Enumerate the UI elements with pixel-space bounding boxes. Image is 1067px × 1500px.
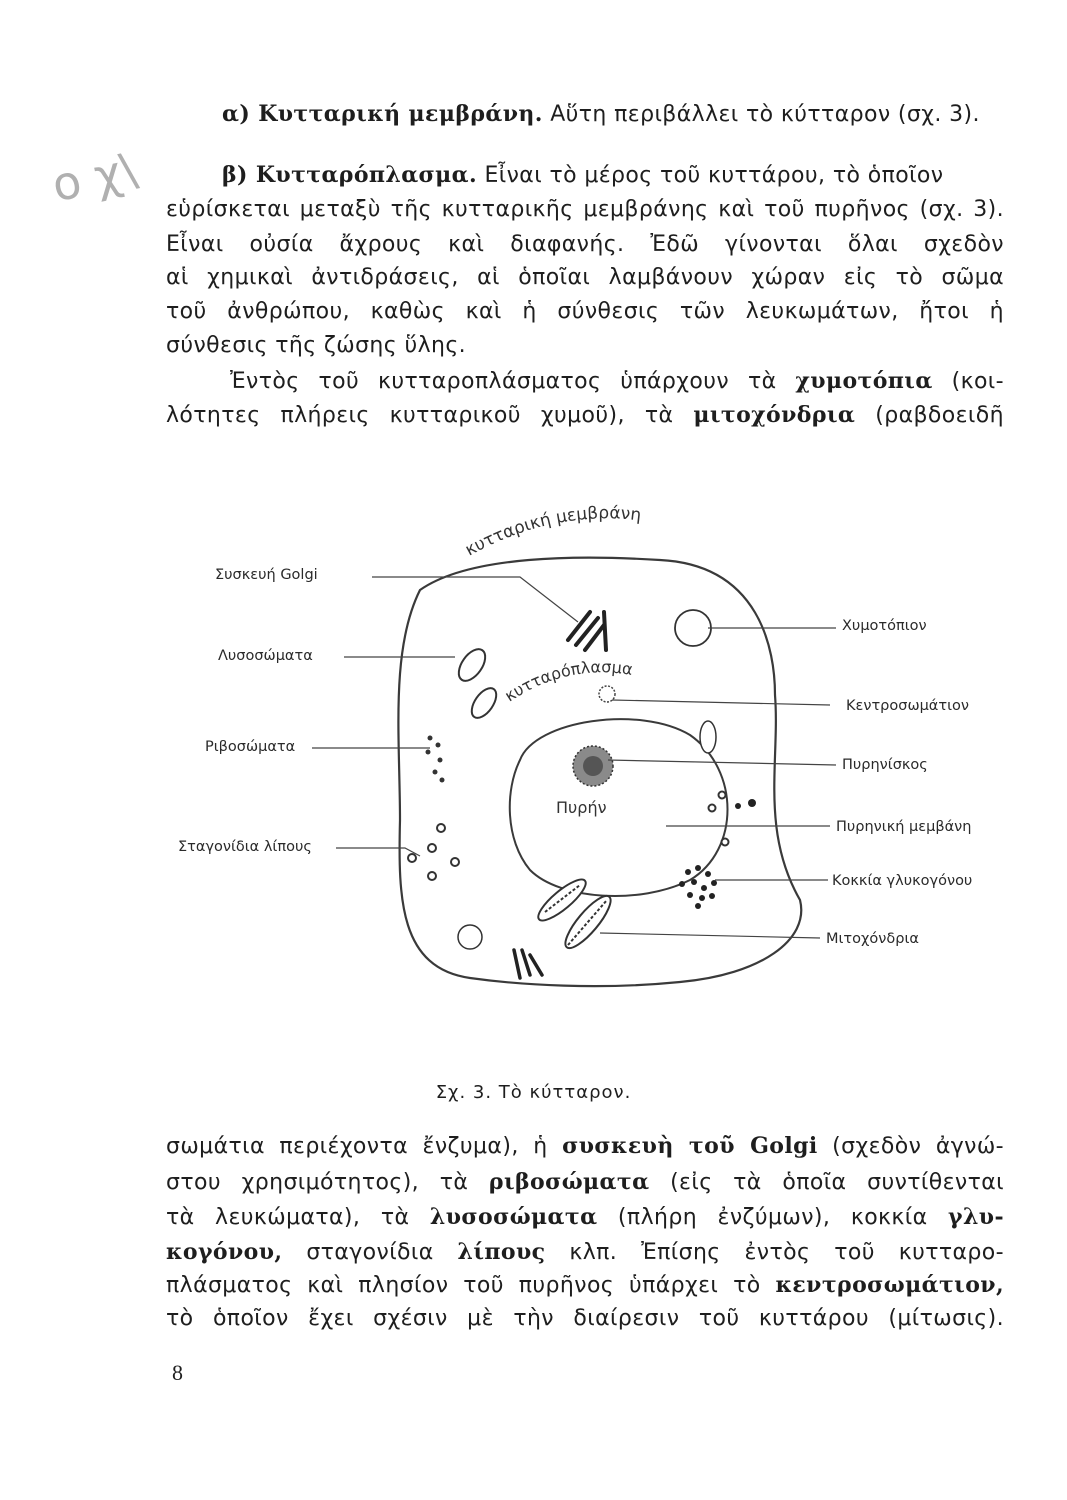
text-line: λότητες πλήρεις κυτταρικοῦ χυμοῦ), τὰ μιτοχόνδρια (ραβδοειδῆ [166, 402, 1004, 428]
lysosome [467, 684, 501, 722]
lysosome [453, 645, 490, 686]
margin-handwriting: ο χ\ [47, 141, 142, 213]
term-glycogen-start: γλυ- [948, 1204, 1004, 1230]
text-line: σύνθεσις τῆς ζώσης ὕλης. [166, 333, 467, 358]
label-glycogen: Κοκκία γλυκογόνου [832, 873, 973, 889]
term-lysosomes: λυσοσώματα [429, 1204, 598, 1230]
nucleus-label: Πυρήν [556, 798, 607, 817]
vacuole-oval [700, 721, 716, 753]
glycogen-granules [679, 799, 756, 909]
term-vacuoles: χυμοτόπια [795, 368, 933, 394]
figure-caption: Σχ. 3. Τὸ κύτταρον. [435, 1082, 632, 1103]
text-line: Εἶναι οὐσία ἄχρους καὶ διαφανής. Ἐδῶ γίνονται ὅλαι σχεδὸν [166, 232, 1004, 257]
term-centrosome: κεντροσωμάτιον, [775, 1272, 1004, 1298]
membrane-arc-label: κυτταρική μεμβράνη [461, 503, 643, 561]
label-ribosomes: Ριβοσώματα [205, 739, 296, 755]
paragraph-b-line1: β) Κυτταρόπλασμα. Εἶναι τὸ μέρος τοῦ κυττάρου, τὸ ὁποῖον [222, 162, 944, 188]
term-lipids: λίπους [457, 1239, 546, 1265]
text-line: σωμάτια περιέχοντα ἔνζυμα), ἡ συσκευὴ τοῦ Golgi (σχεδὸν ἀγνώ- [166, 1133, 1005, 1159]
golgi-apparatus [568, 612, 606, 650]
term-ribosomes: ριβοσώματα [488, 1169, 650, 1195]
vacuole-small [458, 925, 482, 949]
text-line: εὑρίσκεται μεταξὺ τῆς κυτταρικῆς μεμβράνης καὶ τοῦ πυρῆνος (σχ. 3). [166, 197, 1004, 222]
label-lysosomes: Λυσοσώματα [218, 648, 313, 664]
term-cytoplasm: β) Κυτταρόπλασμα. [222, 162, 478, 188]
label-nuclear-membrane: Πυρηνική μεμβάνη [836, 819, 972, 835]
golgi-apparatus-lower [514, 950, 542, 978]
term-mitochondria: μιτοχόνδρια [693, 402, 856, 428]
vacuole [675, 610, 711, 646]
text-line: τὸ ὁποῖον ἔχει σχέσιν μὲ τὴν διαίρεσιν τοῦ κυττάρου (μίτωσις). [166, 1306, 1004, 1331]
label-golgi: Συσκευή Golgi [215, 567, 318, 583]
page-number: 8 [172, 1360, 183, 1385]
text-line: κογόνου, σταγονίδια λίπους κλπ. Ἐπίσης ἐντὸς τοῦ κυτταρο- [166, 1239, 1004, 1265]
text-line: πλάσματος καὶ πλησίον τοῦ πυρῆνος ὑπάρχει τὸ κεντροσωμάτιον, [166, 1272, 1004, 1298]
label-lipid-droplets: Σταγονίδια λίπους [178, 839, 312, 855]
term-cell-membrane: α) Κυτταρική μεμβράνη. [222, 101, 543, 127]
text-line: στου χρησιμότητος), τὰ ριβοσώματα (εἰς τὰ ὁποῖα συντίθενται [166, 1169, 1004, 1195]
text-line: αἱ χημικαὶ ἀντιδράσεις, αἱ ὁποῖαι λαμβάνουν χώραν εἰς τὸ σῶμα [166, 265, 1004, 290]
nucleolus-core [583, 756, 603, 776]
label-vacuole: Χυμοτόπιον [842, 618, 927, 634]
label-centrosome: Κεντροσωμάτιον [846, 698, 969, 714]
ribosomes [426, 736, 445, 783]
label-nucleolus: Πυρηνίσκος [842, 757, 928, 773]
cytoplasm-arc-label: κυτταρόπλασμα [501, 657, 635, 706]
term-glycogen-end: κογόνου, [166, 1239, 283, 1265]
label-mitochondria: Μιτοχόνδρια [826, 931, 919, 947]
text-line: Ἐντὸς τοῦ κυτταροπλάσματος ὑπάρχουν τὰ χυμοτόπια (κοι- [230, 368, 1004, 394]
nucleus-outline [510, 719, 728, 896]
text-line: τὰ λευκώματα), τὰ λυσοσώματα (πλήρη ἐνζύμων), κοκκία γλυ- [166, 1204, 1004, 1230]
text-line: τοῦ ἀνθρώπου, καθὼς καὶ ἡ σύνθεσις τῶν λευκωμάτων, ἤτοι ἡ [166, 299, 1004, 324]
paragraph-a: α) Κυτταρική μεμβράνη. Αὕτη περιβάλλει τὸ κύτταρον (σχ. 3). [222, 101, 980, 127]
term-golgi: συσκευὴ τοῦ Golgi [562, 1133, 818, 1159]
mitochondria [533, 874, 617, 954]
